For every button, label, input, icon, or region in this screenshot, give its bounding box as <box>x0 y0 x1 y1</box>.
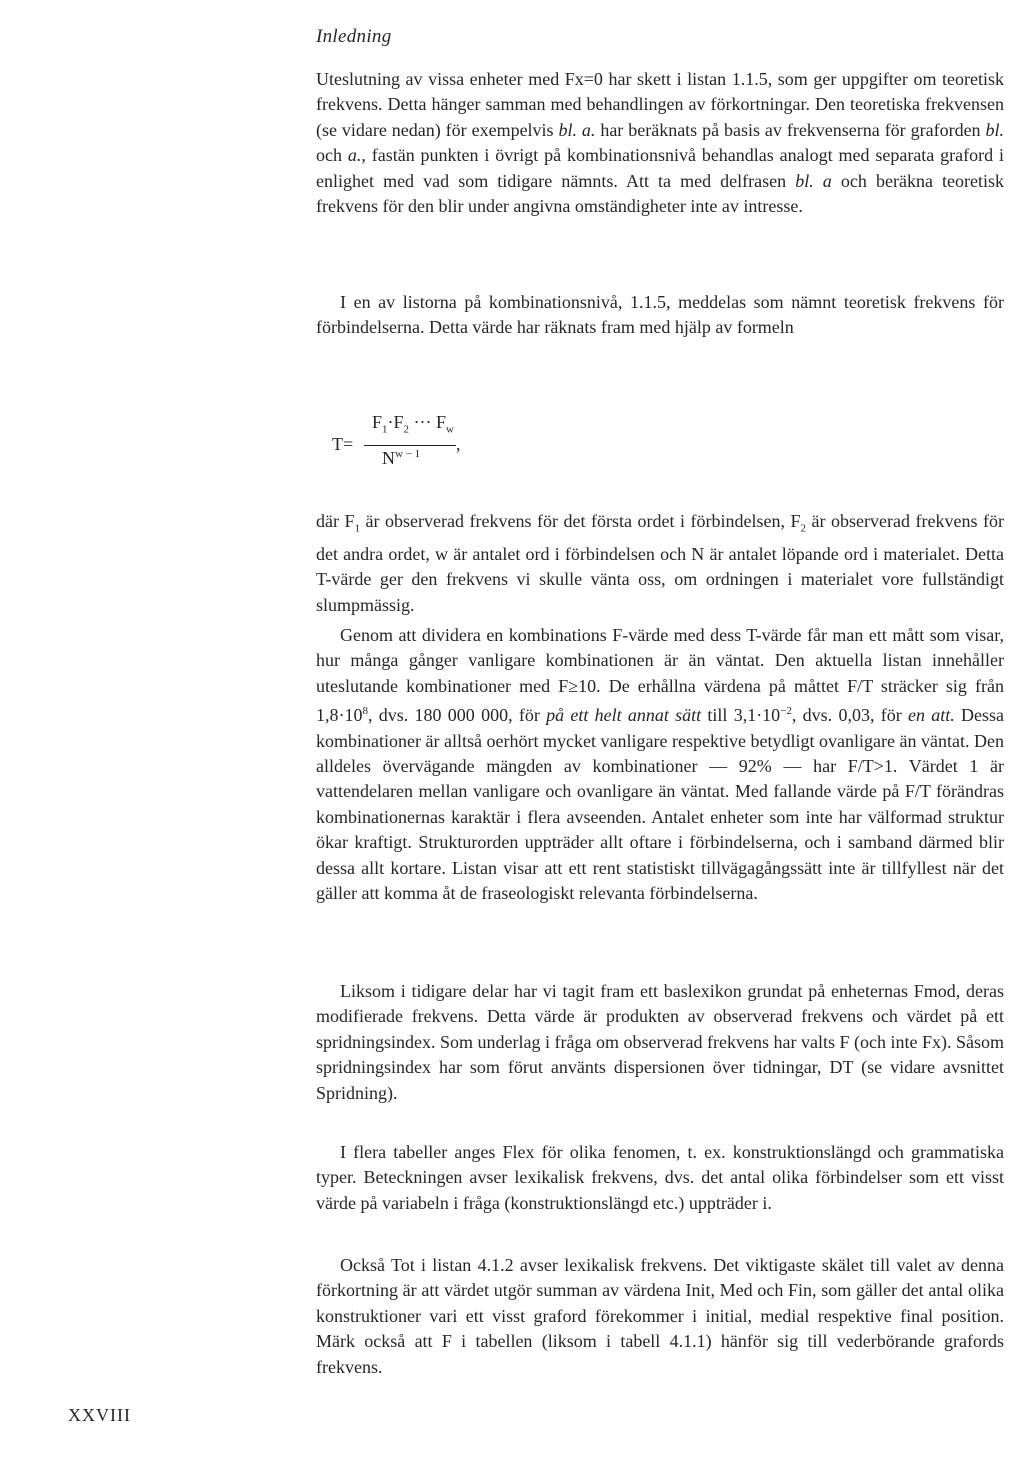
fraction-bar <box>364 445 456 446</box>
p1-italic-bla2: bl. a <box>795 170 832 191</box>
page-number: XXVIII <box>68 1405 131 1425</box>
formula-numerator: $F_1\cdot F_2$ ··· $F_w$ <box>372 412 454 436</box>
paragraph-1 <box>316 67 1004 219</box>
paragraph-6: I flera tabeller anges Flex för olika fenomen, t. ex. konstruktionslängd och grammatiska typer. Beteckningen avser lexikalisk frekvens, dvs. det antal olika förbindelser som ett visst värde på variabeln i fråga (konstruktionslängd etc.) uppträder i. <box>316 1142 1004 1213</box>
p4-italic-1: på ett helt annat sätt <box>546 705 702 726</box>
paragraph-3: där $F_1$ är observerad frekvens för det första ordet i förbindelsen, $F_2$ är observerad frekvens för det andra ordet, w är antalet ord i förbindelsen och N är antalet löpande ord i materialet. Detta T-värde ger den frekvens vi skulle vänta oss, om ordningen i materialet vore fullständigt slumpmässig. <box>316 511 1004 615</box>
paragraph-5: Liksom i tidigare delar har vi tagit fram ett baslexikon grundat på enheternas Fmod, deras modifierade frekvens. Detta värde är produkten av observerad frekvens och värdet på ett spridningsindex. Som underlag i fråga om observerad frekvens har valts F (och inte Fx). Såsom spridningsindex har som förut använts dispersionen över tidningar, DT (se vidare avsnittet Spridning). <box>316 981 1004 1103</box>
p1-italic-a: a. <box>347 145 362 166</box>
p1-text-e: och beräkna teoretisk frekvens för den blir under angivna omständigheter inte av intresse. <box>316 170 1004 217</box>
formula-lhs: T= <box>332 434 354 454</box>
p4-italic-2: en att. <box>907 705 955 726</box>
paragraph-4: Genom att dividera en kombinations F-värde med dess T-värde får man ett mått som visar, hur många gånger vanligare kombinationen är än väntat. Den aktuella listan innehåller uteslutande kombinationer med F≥10. De erhållna värdena på måttet F/T sträcker sig från $1,8\cdot 10^8$, dvs. 180 000 000, för på ett helt annat sätt till $3,1\cdot 10^{-2}$, dvs. 0,03, för en att. Dessa kombinationer är alltså oerhört mycket vanligare respektive betydligt ovanligare än väntat. Den alldeles övervägande mängden av kombinationer — 92% — har F/T>1. Värdet 1 är vattendelaren mellan vanligare och ovanligare än väntat. Med fallande värde på F/T förändras kombinationernas karaktär i flera avseenden. Antalet enheter som inte har välformad struktur ökar kraftigt. Strukturorden uppträder allt oftare i förbindelserna, och i samband därmed blir dessa allt kortare. Listan visar att ett rent statistiskt tillvägagångssätt inte är tillfyllest när det gäller att komma åt de fraseologiskt relevanta förbindelserna. <box>316 625 1004 904</box>
p1-text-d: , fastän punkten i övrigt på kombinationsnivå behandlas analogt med separata graford i enlighet med vad som tidigare nämnts. Att ta med delfrasen <box>316 145 1004 191</box>
p1-italic-bla: bl. a. <box>558 119 596 140</box>
formula-theoretical-frequency <box>332 412 492 474</box>
paragraph-7: Också Tot i listan 4.1.2 avser lexikalisk frekvens. Det viktigaste skälet till valet av denna förkortning är att värdet utgör summan av värdena Init, Med och Fin, som gäller det antal olika konstruktioner vari ett visst graford förekommer i initial, medial respektive final position. Märk också att F i tabellen (liksom i tabell 4.1.1) hänför sig till vederbörande grafords frekvens. <box>316 1255 1004 1377</box>
p1-text-c: och <box>316 145 348 166</box>
p1-text: Uteslutning av vissa enheter med Fx=0 har skett i listan 1.1.5, som ger uppgifter om teoretisk frekvens. Detta hänger samman med behandlingen av förkortningar. Den teoretiska frekvensen (se vidare nedan) för exempelvis <box>316 69 1004 140</box>
formula-denominator: $N^{w - 1}$ <box>382 448 421 468</box>
running-header: Inledning <box>316 26 392 47</box>
formula-comma: , <box>456 434 461 454</box>
paragraph-2: I en av listorna på kombinationsnivå, 1.1.5, meddelas som nämnt teoretisk frekvens för förbindelserna. Detta värde har räknats fram med hjälp av formeln <box>316 292 1004 338</box>
p1-text-b: har beräknats på basis av frekvenserna för graforden <box>595 119 986 140</box>
p1-italic-bl: bl. <box>985 119 1004 140</box>
